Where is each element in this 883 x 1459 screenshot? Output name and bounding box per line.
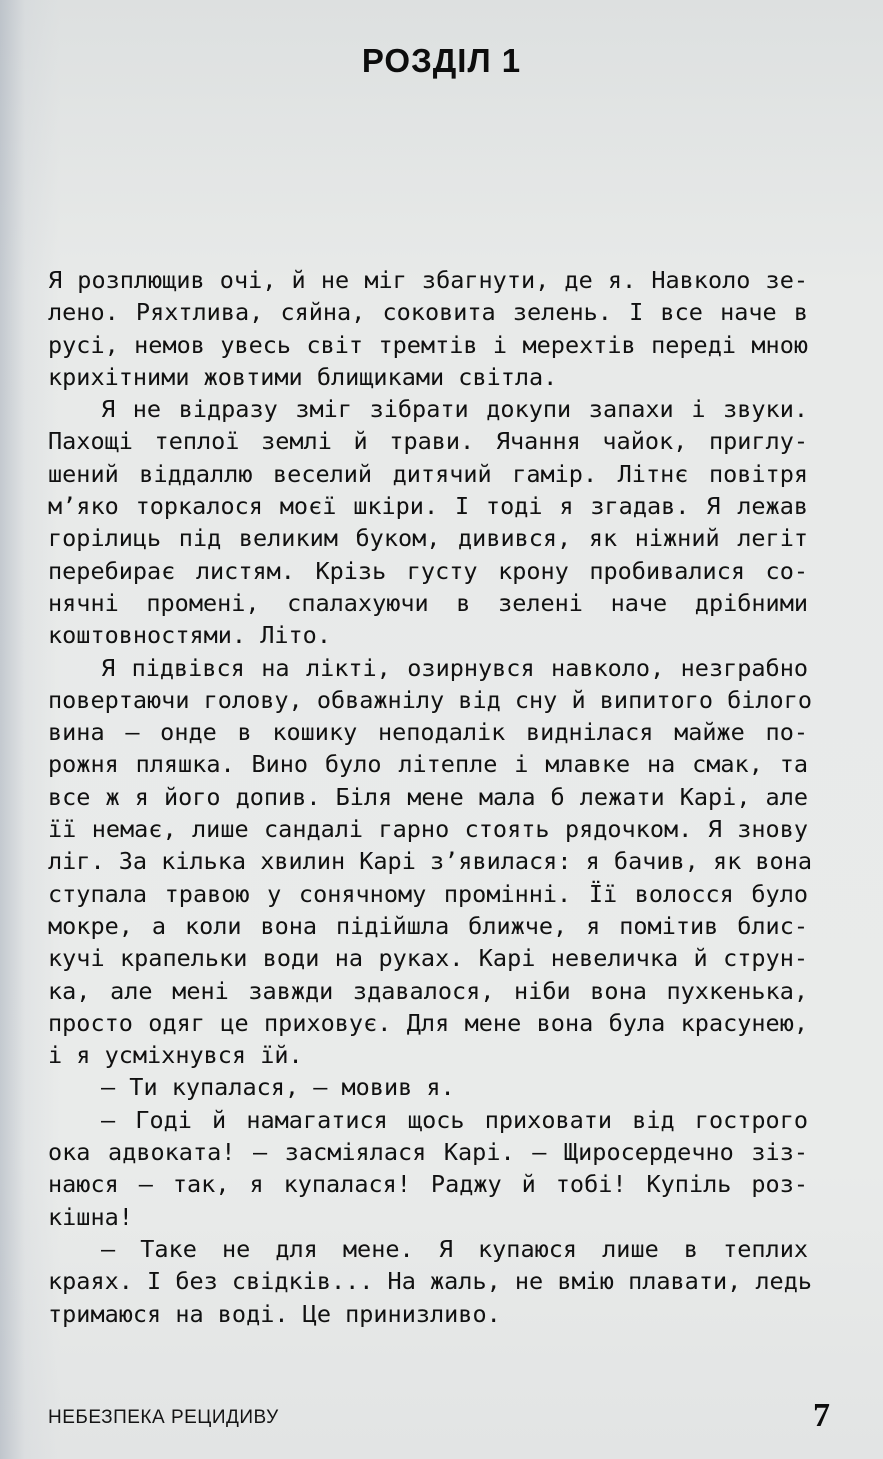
text-line: коштовностями. Літо. bbox=[48, 621, 331, 650]
text-line: все ж я його допив. Біля мене мала б лежати Карі, але bbox=[48, 782, 808, 811]
running-footer-title: НЕБЕЗПЕКА РЕЦИДИВУ bbox=[48, 1407, 279, 1428]
text-line: ока адвоката! – засміялася Карі. – Щиросердечно зіз- bbox=[48, 1138, 808, 1167]
text-line: Пахощі теплої землі й трави. Ячання чайок, приглу- bbox=[48, 427, 808, 456]
text-line: просто одяг це приховує. Для мене вона була красунею, bbox=[48, 1008, 808, 1037]
text-line: русі, немов увесь світ тремтів і мерехтів переді мною bbox=[48, 330, 808, 359]
text-line: – Таке не для мене. Я купаюся лише в теплих bbox=[101, 1234, 808, 1263]
text-line: нячні промені, спалахуючи в зелені наче дрібними bbox=[48, 588, 808, 617]
text-line: Я розплющив очі, й не міг збагнути, де я. Навколо зе- bbox=[48, 266, 808, 294]
text-line: повертаючи голову, обважнілу від сну й випитого білого bbox=[48, 685, 813, 714]
text-line: шений віддаллю веселий дитячий гамір. Літнє повітря bbox=[48, 459, 808, 488]
text-line: ка, але мені завжди здавалося, ніби вона пухкенька, bbox=[48, 976, 808, 1005]
text-line: крихітними жовтими блищиками світла. bbox=[48, 362, 558, 391]
text-line: краях. І без свідків... На жаль, не вмію плавати, ледь bbox=[48, 1267, 813, 1296]
text-line: і я усміхнувся їй. bbox=[48, 1041, 303, 1070]
text-line: мокре, а коли вона підійшла ближче, я помітив блис- bbox=[48, 911, 808, 940]
text-line: горілиць під великим буком, дивився, як ніжний легіт bbox=[48, 524, 808, 553]
text-line: Я не відразу зміг зібрати докупи запахи і звуки. bbox=[101, 395, 808, 424]
text-line: кішна! bbox=[48, 1202, 133, 1231]
text-line: тримаюся на воді. Це принизливо. bbox=[48, 1299, 501, 1328]
text-line: – Годі й намагатися щось приховати від гострого bbox=[101, 1105, 808, 1134]
text-line: перебирає листям. Крізь густу крону пробивалися со- bbox=[48, 556, 808, 585]
text-line: вина – онде в кошику неподалік виднілася майже по- bbox=[48, 718, 808, 747]
text-line: – Ти купалася, – мовив я. bbox=[101, 1073, 455, 1102]
body-text bbox=[48, 264, 813, 1330]
text-line: ліг. За кілька хвилин Карі з’явилася: я бачив, як вона bbox=[48, 847, 813, 876]
text-line: м’яко торкалося моєї шкіри. І тоді я згадав. Я лежав bbox=[48, 492, 808, 521]
text-line: Я підвівся на лікті, озирнувся навколо, незграбно bbox=[101, 653, 808, 682]
page-number: 7 bbox=[813, 1397, 830, 1434]
text-line: наюся – так, я купалася! Раджу й тобі! Купіль роз- bbox=[48, 1170, 808, 1199]
text-line: лено. Ряхтлива, сяйна, соковита зелень. І все наче в bbox=[48, 298, 808, 327]
text-line: ступала травою у сонячному промінні. Її волосся було bbox=[48, 879, 808, 908]
text-line: кучі крапельки води на руках. Карі невеличка й струн- bbox=[48, 944, 808, 973]
text-line: рожня пляшка. Вино було літепле і млавке на смак, та bbox=[48, 750, 808, 779]
text-line: її немає, лише сандалі гарно стоять рядочком. Я знову bbox=[48, 815, 808, 844]
chapter-title: РОЗДІЛ 1 bbox=[361, 42, 522, 79]
